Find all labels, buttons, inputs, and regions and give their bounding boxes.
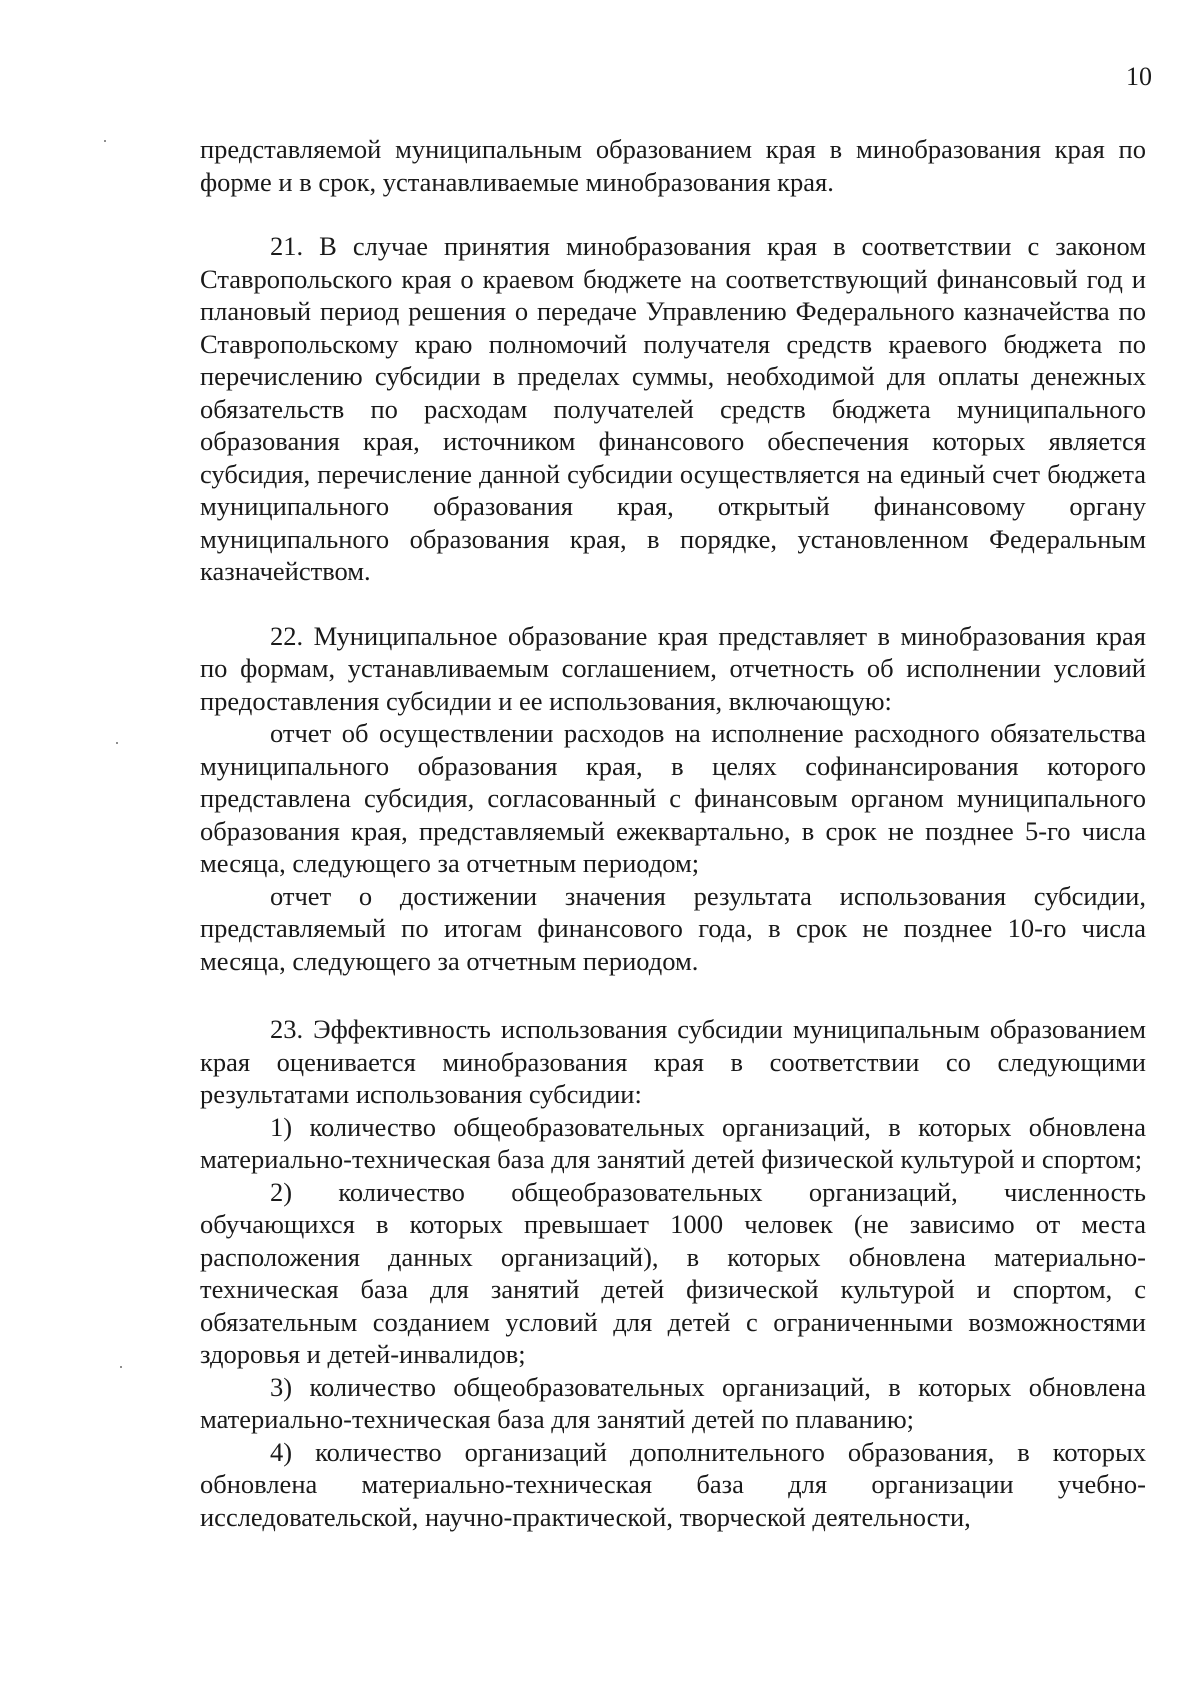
paragraph-item-23-result-4: 4) количество организаций дополнительного образования, в которых обновлена материально-техническая база для организации учебно-исследовательской, научно-практической, творческой деятельности,	[200, 1436, 1146, 1532]
paragraph-item-23-result-1: 1) количество общеобразовательных организаций, в которых обновлена материально-техническая база для занятий детей физической культурой и спортом;	[200, 1111, 1146, 1174]
paragraph-item-23-result-3: 3) количество общеобразовательных организаций, в которых обновлена материально-техническая база для занятий детей по плаванию;	[200, 1371, 1146, 1434]
document-body	[200, 133, 1146, 1533]
paragraph-item-23-result-2: 2) количество общеобразовательных организаций, численность обучающихся в которых превышает 1000 человек (не зависимо от места расположения данных организаций), в которых обновлена материально-техническая база для занятий детей физической культурой и спортом, с обязательным созданием условий для детей с ограниченными возможностями здоровья и детей-инвалидов;	[200, 1176, 1146, 1369]
scan-speck	[104, 140, 106, 142]
paragraph-item-23: 23. Эффективность использования субсидии муниципальным образованием края оценивается минобразования края в соответствии со следующими результатами использования субсидии:	[200, 1014, 1146, 1109]
paragraph-item-22-report-1: отчет об осуществлении расходов на исполнение расходного обязательства муниципального образования края, в целях софинансирования которого представлена субсидия, согласованный с финансовым органом муниципального образования края, представляемый ежеквартально, в срок не позднее 5-го числа месяца, следующего за отчетным периодом;	[200, 718, 1146, 878]
paragraph-item-21: 21. В случае принятия минобразования края в соответствии с законом Ставропольского края о краевом бюджете на соответствующий финансовый год и плановый период решения о передаче Управлению Федерального казначейства по Ставропольскому краю полномочий получателя средств краевого бюджета по перечислению субсидии в пределах суммы, необходимой для оплаты денежных обязательств по расходам получателей средств бюджета муниципального образования края, источником финансового обеспечения которых является субсидия, перечисление данной субсидии осуществляется на единый счет бюджета муниципального образования края, открытый финансовому органу муниципального образования края, в порядке, установленном Федеральным казначейством.	[200, 231, 1146, 586]
paragraph-item-22-report-2: отчет о достижении значения результата использования субсидии, представляемый по итогам финансового года, в срок не позднее 10-го числа месяца, следующего за отчетным периодом.	[200, 880, 1146, 976]
scan-speck	[120, 1366, 122, 1368]
scan-speck	[116, 742, 118, 744]
paragraph-continuation: представляемой муниципальным образованием края в минобразования края по форме и в срок, устанавливаемые минобразования края.	[200, 134, 1146, 197]
paragraph-item-22: 22. Муниципальное образование края представляет в минобразования края по формам, устанавливаемым соглашением, отчетность об исполнении условий предоставления субсидии и ее использования, включающую:	[200, 620, 1146, 716]
page-number: 10	[1126, 62, 1152, 91]
